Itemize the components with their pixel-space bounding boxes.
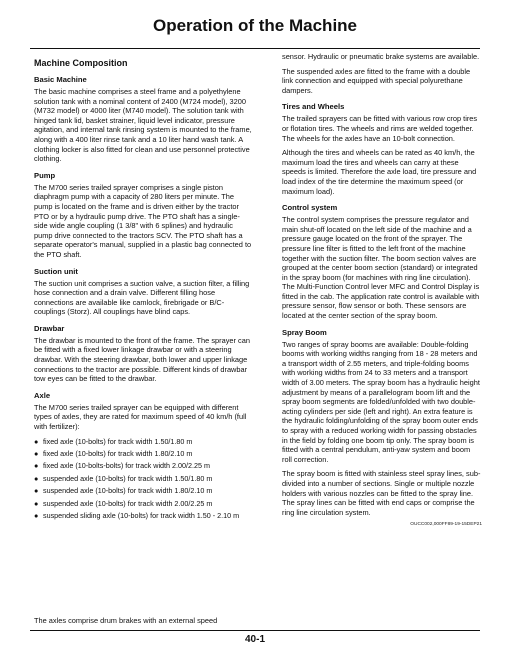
list-item-text: suspended axle (10-bolts) for track width 1.80/2.10 m (43, 486, 213, 496)
list-item (34, 461, 252, 470)
list-item-text: suspended axle (10-bolts) for track width 1.50/1.80 m (43, 473, 213, 483)
page-title: Operation of the Machine (152, 16, 358, 35)
list-item (34, 486, 252, 495)
bullet-icon: ● (34, 473, 39, 483)
bullet-icon: ● (34, 461, 39, 471)
text-axle: The M700 series trailed sprayer can be equipped with different types of axles, they are rated for maximum speed of 40 km/h (full with fertilizer): (34, 402, 247, 432)
text-axle-brakes: The axles comprise drum brakes with an external speed (34, 616, 218, 625)
list-item-text: fixed axle (10-bolts) for track width 1.80/2.10 m (43, 449, 193, 459)
bullet-icon: ● (34, 498, 39, 508)
section-title: Machine Composition (34, 58, 128, 68)
text-suspended-axles: The suspended axles are fitted to the frame with a double link connection and equipped with special polyurethane dampers. (282, 66, 471, 95)
footer-divider (30, 630, 480, 631)
text-tires-1: The trailed sprayers can be fitted with various row crop tires or flotation tires. The wheels and rims are welded together. The wheels for the axles have an 10-bolt connection. (282, 114, 478, 143)
axle-list (34, 437, 252, 521)
list-item-text: fixed axle (10-bolts) for track width 1.50/1.80 m (43, 436, 193, 446)
bullet-icon: ● (34, 449, 39, 459)
list-item (34, 437, 252, 446)
text-control-system: The control system comprises the pressure regulator and main shut-off located on the left side of the machine and a pressure gauge located on the front of the sprayer. The pressure line filter is fitted to the left front of the machine together with the suction filter. The boom section valves are grouped at the center boom section (standard) or integrated in the spray boom (for machines with ring line circulation). The Multi-Function Control lever MFC and Control Display is fitted in the cab. The application rate control is available with pressure sensor, flow sensor or both. These sensors are located at the center section of the spray boom. (282, 215, 480, 321)
page-number: 40-1 (244, 634, 265, 645)
right-column (282, 52, 482, 527)
text-spray-boom-2: The spray boom is fitted with stainless steel spray lines, sub-divided into a number of sections. Single or multiple nozzle holders with various nozzles can be fitted to the spray line. The spray lines can be fitted with end caps or comprise the ring line circulation system. (282, 469, 481, 517)
list-item (34, 474, 252, 483)
list-item-text: fixed axle (10-bolts-bolts) for track width 2.00/2.25 m (43, 461, 210, 471)
text-pump: The M700 series trailed sprayer comprises a single piston diaphragm pump with a capacity of 280 liters per minute. The pump is located on the frame and is driven either by the tractor PTO or by a hydraulic pump drive. The PTO shaft has a single-side wide angle coupling (1 3/8" with 6 splines) and hydraulic pump drive connected to the tractors SCV. The PTO shaft has a separate operator's manual, supplied in a plastic bag connected to the PTO shaft. (34, 182, 252, 259)
list-item (34, 499, 252, 508)
heading-drawbar: Drawbar (34, 323, 65, 333)
heading-basic-machine: Basic Machine (34, 75, 87, 84)
heading-suction-unit: Suction unit (34, 266, 78, 276)
list-item-text: suspended sliding axle (10-bolts) for track width 1.50 - 2.10 m (43, 511, 240, 521)
text-spray-boom-1: Two ranges of spray booms are available: Double-folding booms with working widths ranging from 18 - 28 meters and a transport width of 2.55 meters, and triple-folding booms with working widths from 24 to 33 meters and a transport width of 3.00 meters. The spray boom has a hydraulic height adjustment by means of a parallelogram boom lift and the spray boom segments are folded/unfolded with two double-acting cylinders per side (left and right). An extra feature is the hydraulic folding/unfolding of the spray boom outer ends to spray with a reduced working width for passing obstacles in the field by folding one boom tip only. The spray boom is fitted with a central pendulum, anti-yaw system and boom roll correction. (282, 339, 480, 464)
title-divider (30, 48, 480, 49)
list-item (34, 511, 252, 520)
bullet-icon: ● (34, 486, 39, 496)
bullet-icon: ● (34, 436, 39, 446)
text-tires-2: Although the tires and wheels can be rated as 40 km/h, the maximum load the tires and wheels can carry at these speeds is limited. Therefore the axle load, tire pressure and load index of the tire determine the maximum speed (or maximum load). (282, 148, 477, 196)
left-column (34, 52, 252, 528)
reference-code: OUCC002,000FF89-19-15DEP21 (410, 522, 482, 528)
heading-tires-wheels: Tires and Wheels (282, 102, 345, 112)
heading-pump: Pump (34, 170, 56, 180)
heading-control-system: Control system (282, 203, 338, 213)
text-suction-unit: The suction unit comprises a suction valve, a suction filter, a filling hose connection and a drain valve. Different filling hose connections are available like camlock, firebrigade or B/C-couplings (Storz). All couplings have blind caps. (34, 278, 250, 317)
text-brake-systems: sensor. Hydraulic or pneumatic brake systems are available. (282, 52, 480, 61)
heading-axle: Axle (34, 390, 51, 400)
bullet-icon: ● (34, 511, 39, 521)
text-drawbar: The drawbar is mounted to the front of the frame. The sprayer can be fitted with a fixed lower linkage drawbar or with a steering drawbar. With the steering drawbar, both lower and upper linkage connections to the tractor are possible. Different kinds of drawbar tow eyes can be fitted to the drawbar. (34, 335, 250, 384)
list-item (34, 449, 252, 458)
heading-spray-boom: Spray Boom (282, 327, 327, 337)
list-item-text: suspended axle (10-bolts) for track width 2.00/2.25 m (43, 498, 213, 508)
text-basic-machine: The basic machine comprises a steel frame and a polyethylene solution tank with a nominal content of 2400 (M724 model), 3200 (M732 model) or 4000 liter (M740 model). The solution tank with hinged tank lid, basket strainer, liquid level indicator, pressure agitation, and internal tank rinsing system is mounted to the frame, along with a 400 liter rinse tank and a 10 liter hand wash tank. A clothing locker is also fitted for clean and use personnel protective clothing. (34, 87, 252, 164)
